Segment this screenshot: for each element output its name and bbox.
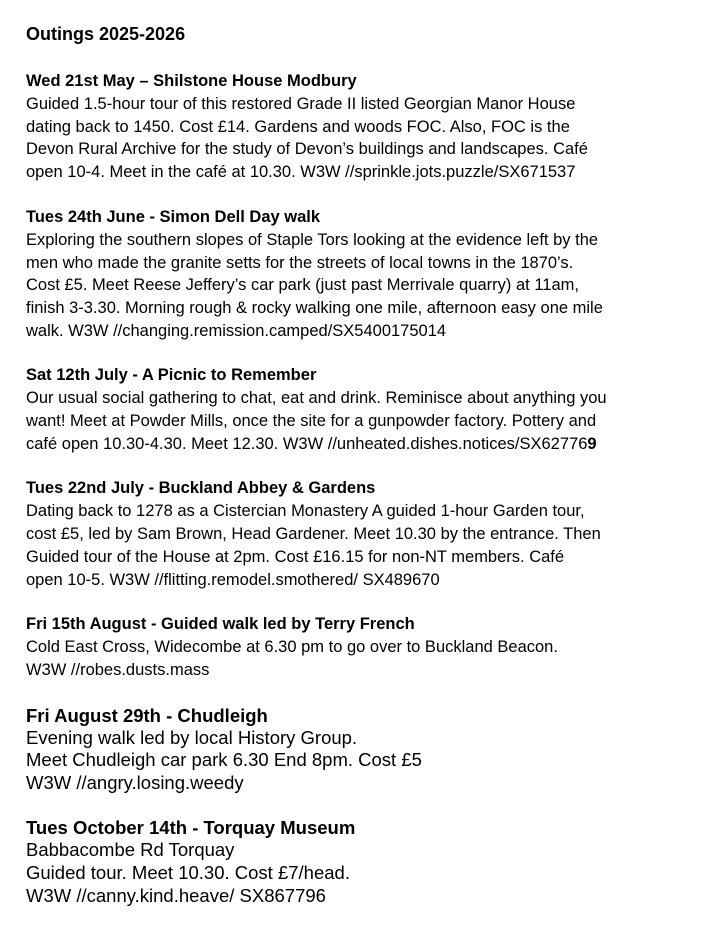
outing-text-line: Guided tour of the House at 2pm. Cost £16.15 for non-NT members. Café xyxy=(26,547,565,566)
outing-text-line: walk. W3W //changing.remission.camped/SX5400175014 xyxy=(26,321,447,340)
outing-heading: Tues 24th June - Simon Dell Day walk xyxy=(26,207,321,226)
outing-text-line: dating back to 1450. Cost £14. Gardens and woods FOC. Also, FOC is the xyxy=(26,117,570,136)
outing-text-line: Guided tour. Meet 10.30. Cost £7/head. xyxy=(26,861,350,883)
outing-text-line: Cost £5. Meet Reese Jeffery’s car park (just past Merrivale quarry) at 11am, xyxy=(26,276,579,295)
outing-text-line: Babbacombe Rd Torquay xyxy=(26,839,235,861)
outing-text-line: Dating back to 1278 as a Cistercian Monastery A guided 1-hour Garden tour, xyxy=(26,502,585,521)
outing-torquay-museum xyxy=(26,816,708,907)
outing-text-line: W3W //canny.kind.heave/ SX867796 xyxy=(26,884,326,906)
outing-heading: Wed 21st May – Shilstone House Modbury xyxy=(26,72,357,90)
outing-text-segment: café open 10.30-4.30. Meet 12.30. W3W //unheated.dishes.notices/SX62776 xyxy=(26,434,588,453)
outing-text-line: want! Meet at Powder Mills, once the site for a gunpowder factory. Pottery and xyxy=(26,412,597,431)
page-title: Outings 2025-2026 xyxy=(26,24,186,44)
outing-text-line: Our usual social gathering to chat, eat and drink. Reminisce about anything you xyxy=(26,389,607,408)
outing-text-line: open 10-5. W3W //flitting.remodel.smothered/ SX489670 xyxy=(26,570,440,589)
outing-text-line: Guided 1.5-hour tour of this restored Grade II listed Georgian Manor House xyxy=(26,95,576,113)
outing-terry-french-walk xyxy=(26,613,708,681)
outing-text-line: open 10-4. Meet in the café at 10.30. W3W //sprinkle.jots.puzzle/SX671537 xyxy=(26,163,576,182)
outing-heading: Tues 22nd July - Buckland Abbey & Gardens xyxy=(26,479,376,498)
outing-text-line: Exploring the southern slopes of Staple Tors looking at the evidence left by the xyxy=(26,230,599,249)
outing-heading: Tues October 14th - Torquay Museum xyxy=(26,817,356,839)
outing-shilstone-house xyxy=(26,70,708,184)
outing-heading: Fri 15th August - Guided walk led by Terry French xyxy=(26,615,415,634)
outing-simon-dell-walk xyxy=(26,206,708,343)
outing-text-line: Cold East Cross, Widecombe at 6.30 pm to go over to Buckland Beacon. xyxy=(26,638,558,657)
outing-text-line: Evening walk led by local History Group. xyxy=(26,726,358,748)
outing-heading: Sat 12th July - A Picnic to Remember xyxy=(26,366,317,385)
outing-text-line: Meet Chudleigh car park 6.30 End 8pm. Cost £5 xyxy=(26,749,422,771)
outing-buckland-abbey xyxy=(26,477,708,591)
outing-text-line: men who made the granite setts for the streets of local towns in the 1870’s. xyxy=(26,253,574,272)
outing-text-line: cost £5, led by Sam Brown, Head Gardener. Meet 10.30 by the entrance. Then xyxy=(26,525,601,544)
outing-text-line xyxy=(26,433,708,456)
outing-text-line: W3W //angry.losing.weedy xyxy=(26,772,244,794)
outing-chudleigh xyxy=(26,704,708,795)
outing-picnic xyxy=(26,364,708,455)
outing-heading: Fri August 29th - Chudleigh xyxy=(26,704,268,726)
outing-text-bold-digit: 9 xyxy=(587,434,597,453)
outing-text-line: Devon Rural Archive for the study of Devon’s buildings and landscapes. Café xyxy=(26,140,588,159)
outing-text-line: W3W //robes.dusts.mass xyxy=(26,660,210,679)
outing-text-line: finish 3-3.30. Morning rough & rocky walking one mile, afternoon easy one mile xyxy=(26,298,603,317)
